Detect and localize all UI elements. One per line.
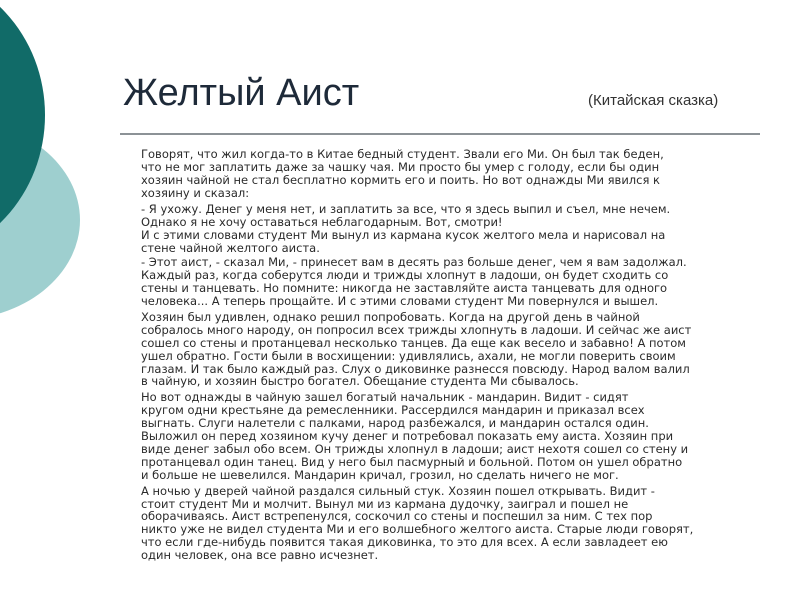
paragraph: Хозяин был удивлен, однако решил попробовать. Когда на другой день в чайной собралось много народу, он попросил всех трижды хлопнуть в ладоши. И сейчас же аист сошел со стены и протанцевал несколько танцев. Да еще как весело и забавно! А потом ушел обратно. Гости были в восхищении: удивлялись, ахали, не могли поверить своим глазам. И так было каждый раз. Слух о диковинке разнесся повсюду. Народ валом валил в чайную, и хозяин быстро богател. Обещание студента Ми сбывалось. [141, 309, 692, 389]
story-text [141, 148, 781, 565]
title-divider [120, 133, 760, 135]
paragraph: - Этот аист, - сказал Ми, - принесет вам в десять раз больше денег, чем я вам задолжал. Каждый раз, когда соберутся люди и трижды хлопнут в ладоши, он будет сходить со стены и танцевать. Но помните: никогда не заставляйте аиста танцевать для одного человека... А теперь прощайте. И с этими словами студент Ми повернулся и вышел. [141, 255, 687, 308]
page-title: Желтый Аист [123, 72, 360, 114]
paragraph: И с этими словами студент Ми вынул из кармана кусок желтого мела и нарисовал на стене чайной желтого аиста. [141, 228, 666, 256]
paragraph: А ночью у дверей чайной раздался сильный стук. Хозяин пошел открывать. Видит - стоит студент Ми и молчит. Вынул ми из кармана дудочку, заиграл и пошел не оборачиваясь. Аист встрепенулся, соскочил со стены и поспешил за ним. С тех пор никто уже не видел студента Ми и его волшебного желтого аиста. Старые люди говорят, что если где-нибудь появится такая диковинка, то это для всех. А если завладеет ею один человек, она все равно исчезнет. [141, 483, 694, 563]
page-subtitle: (Китайская сказка) [588, 92, 719, 109]
paragraph: Но вот однажды в чайную зашел богатый начальник - мандарин. Видит - сидят кругом одни крестьяне да ремесленники. Рассердился мандарин и приказал всех выгнать. Слуги налетели с палками, народ разбежался, и мандарин остался один. Выложил он перед хозяином кучу денег и потребовал показать ему аиста. Хозяин при виде денег забыл обо всем. Он трижды хлопнул в ладоши; аист нехотя сошел со стену и протанцевал один танец. Вид у него был пасмурный и больной. Потом он ушел обратно и больше не шевелился. Мандарин кричал, грозил, но сделать ничего не мог. [141, 390, 689, 482]
paragraph: - Я ухожу. Денег у меня нет, и заплатить за все, что я здесь выпил и съел, мне нечем. Однако я не хочу оставаться неблагодарным. Вот, смотри! [141, 201, 671, 229]
paragraph: Говорят, что жил когда-то в Китае бедный студент. Звали его Ми. Он был так беден, что не мог заплатить даже за чашку чая. Ми просто бы умер с голоду, если бы один хозяин чайной не стал бесплатно кормить его и поить. Но вот однажды Ми явился к хозяину и сказал: [141, 147, 664, 200]
